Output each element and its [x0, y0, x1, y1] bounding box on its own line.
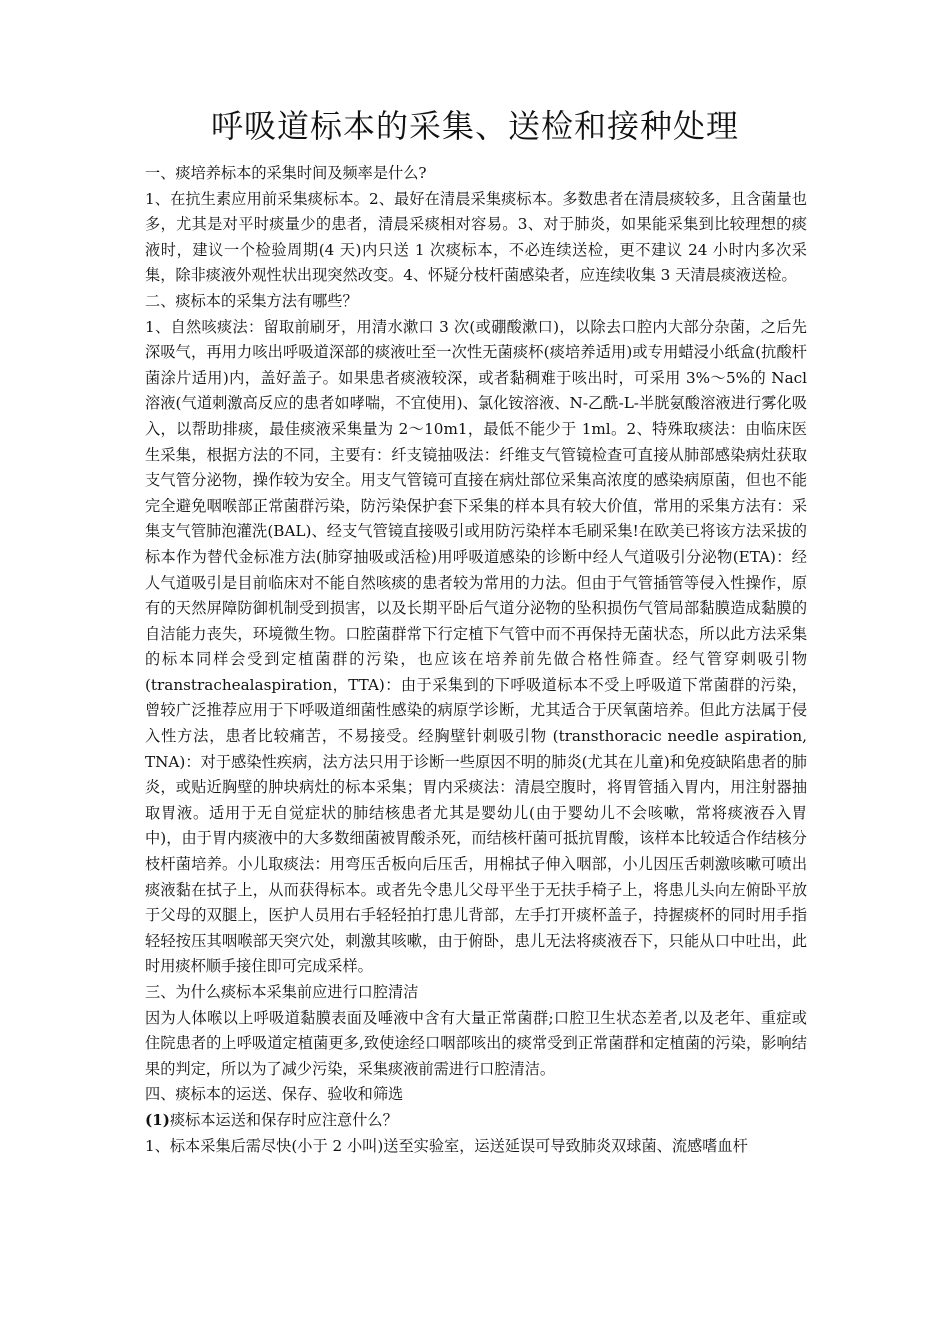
paragraph-collection-methods: 1、自然咳痰法：留取前刷牙，用清水漱口 3 次(或硼酸漱口)，以除去口腔内大部分杂菌，之后先深吸气，再用力咳出呼吸道深部的痰液吐至一次性无菌痰杯(痰培养适用)或专用蜡浸小纸盒(抗酸杆菌涂片适用)内，盖好盖子。如果患者痰液较深，或者黏稠难于咳出时，可采用 3%～5%的 Nacl 溶液(气道刺激高反应的患者如哮喘，不宜使用)、氯化铵溶液、N-乙酰-L-半胱氨酸溶液进行雾化吸入，以帮助排痰，最佳痰液采集量为 2～10m1，最低不能少于 1ml。2、特殊取痰法：由临床医生采集，根据方法的不同，主要有：纤支镜抽吸法：纤维支气管镜检查可直接从肺部感染病灶获取支气管分泌物，操作较为安全。用支气管镜可直接在病灶部位采集高浓度的感染病原菌，但也不能完全避免咽喉部正常菌群污染，防污染保护套下采集的样本具有较大价值，常用的采集方法有：采集支气管肺泡灌洗(BAL)、经支气管镜直接吸引或用防污染样本毛刷采集!在欧美已将该方法采拔的标本作为替代金标准方法(肺穿抽吸或活检)用呼吸道感染的诊断中经人气道吸引分泌物(ETA)：经人气道吸引是目前临床对不能自然咳痰的患者较为常用的力法。但由于气管插管等侵入性操作，原有的天然屏障防御机制受到损害，以及长期平卧后气道分泌物的坠积损伤气管局部黏膜造成黏膜的自洁能力丧失，环境微生物。口腔菌群常下行定植下气管中而不再保持无菌状态，所以此方法采集的标本同样会受到定植菌群的污染，也应该在培养前先做合格性筛查。经气管穿刺吸引物(transtrachealaspiration，TTA)：由于采集到的下呼吸道标本不受上呼吸道下常菌群的污染，曾较广泛推荐应用于下呼吸道细菌性感染的病原学诊断，尤其适合于厌氧菌培养。但此方法属于侵入性方法，患者比较痛苦，不易接受。经胸壁针刺吸引物 (transthoracic needle aspiration, TNA)：对于感染性疾病，法方法只用于诊断一些原因不明的肺炎(尤其在儿童)和免疫缺陷患者的肺炎，或贴近胸壁的肿块病灶的标本采集；胃内采痰法：清晨空腹时，将胃管插入胃内，用注射器抽取胃液。适用于无自觉症状的肺结核患者尤其是婴幼儿(由于婴幼儿不会咳嗽，常将痰液吞入胃中)，由于胃内痰液中的大多数细菌被胃酸杀死，而结核杆菌可抵抗胃酸，该样本比较适合作结核分枝杆菌培养。小儿取痰法：用弯压舌板向后压舌，用棉拭子伸入咽部，小儿因压舌刺激咳嗽可喷出痰液黏在拭子上，从而获得标本。或者先令患儿父母平坐于无扶手椅子上，将患儿头向左俯卧平放于父母的双腿上，医护人员用右手轻轻拍打患儿背部，左手打开痰杯盖子，持握痰杯的同时用手指轻轻按压其咽喉部天突穴处，刺激其咳嗽，由于俯卧，患儿无法将痰液吞下，只能从口中吐出，此时用痰杯顺手接住即可完成采样。	[145, 317, 807, 976]
section-heading-4: 四、痰标本的运送、保存、验收和筛选	[145, 1085, 404, 1104]
subsection-heading-text: 痰标本运送和保存时应注意什么？	[169, 1110, 398, 1129]
paragraph-oral-cleaning: 因为人体喉以上呼吸道黏膜表面及唾液中含有大量正常菌群;口腔卫生状态差者,以及老年、重症或住院患者的上呼吸道定植菌更多,致使途经口咽部咳出的痰常受到正常菌群和定植菌的污染，影响结果的判定，所以为了减少污染，采集痰液前需进行口腔清洁。	[145, 1008, 807, 1078]
section-heading-1: 一、痰培养标本的采集时间及频率是什么?	[145, 164, 427, 182]
section-heading-3: 三、为什么痰标本采集前应进行口腔清洁	[145, 983, 419, 1001]
document-title: 呼吸道标本的采集、送检和接种处理	[210, 107, 739, 145]
paragraph-transport: 1、标本采集后需尽快(小于 2 小叫)送至实验室，运送延误可导致肺炎双球菌、流感嗜血杆	[145, 1136, 748, 1155]
section-heading-2: 二、痰标本的采集方法有哪些？	[145, 291, 358, 310]
subsection-number: (1)	[145, 1110, 170, 1129]
document-body	[145, 161, 807, 1159]
subsection-heading-1	[145, 1108, 807, 1134]
paragraph-collection-timing: 1、在抗生素应用前采集痰标本。2、最好在清晨采集痰标本。多数患者在清晨痰较多，且含菌量也多，尤其是对平时痰量少的患者，清晨采痰相对容易。3、对于肺炎，如果能采集到比较理想的痰液时，建议一个检验周期(4 天)内只送 1 次痰标本，不必连续送检，更不建议 24 小时内多次采集，除非痰液外观性状出现突然改变。4、怀疑分枝杆菌感染者，应连续收集 3 天清晨痰液送检。	[145, 189, 807, 285]
